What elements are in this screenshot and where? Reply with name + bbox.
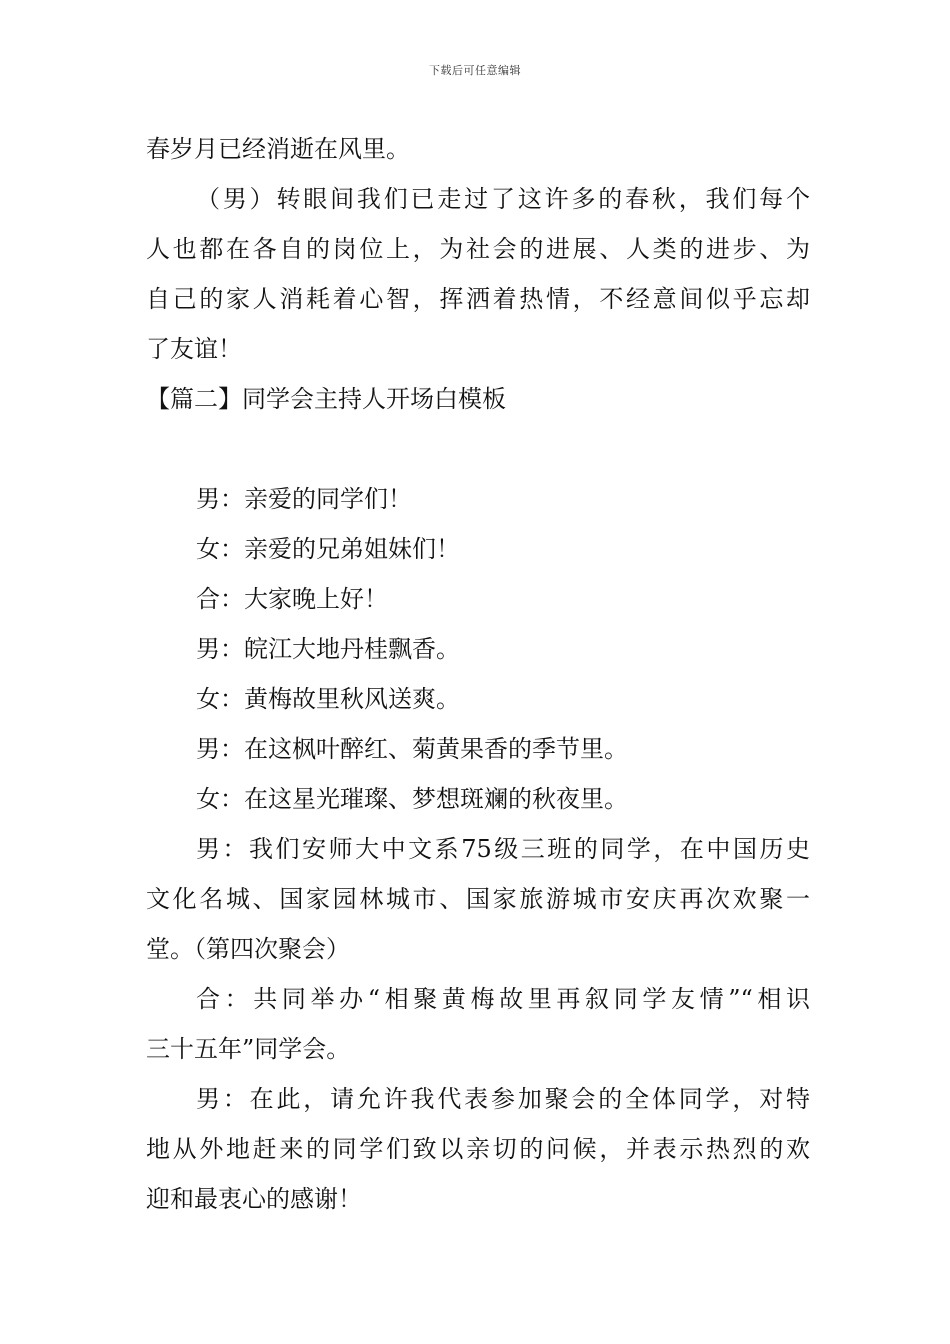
paragraph-line: 人也都在各自的岗位上，为社会的进展、人类的进步、为 [146,235,810,263]
dialogue-line: 女：亲爱的兄弟姐妹们！ [196,535,460,563]
dialogue-line: 女：在这星光璀璨、梦想斑斓的秋夜里。 [196,785,628,813]
dialogue-line: 三十五年”同学会。 [146,1035,351,1063]
dialogue-line: 男：亲爱的同学们！ [196,485,412,513]
dialogue-line: 文化名城、国家园林城市、国家旅游城市安庆再次欢聚一 [146,885,810,913]
dialogue-line: 男：在此，请允许我代表参加聚会的全体同学，对特 [196,1085,810,1113]
page-header-note: 下载后可任意编辑 [429,64,521,77]
paragraph-line: 了友谊！ [146,335,242,363]
dialogue-line: 男：我们安师大中文系75级三班的同学，在中国历史 [196,835,810,863]
dialogue-line: 合：大家晚上好！ [196,585,388,613]
blank-line [146,424,810,474]
dialogue-line: 女：黄梅故里秋风送爽。 [196,685,460,713]
paragraph-line: （男）转眼间我们已走过了这许多的春秋，我们每个 [196,185,810,213]
paragraph-line: 自己的家人消耗着心智，挥洒着热情，不经意间似乎忘却 [146,285,810,313]
dialogue-line: 地从外地赶来的同学们致以亲切的问候，并表示热烈的欢 [146,1135,810,1163]
dialogue-line: 堂。（第四次聚会） [146,935,350,963]
dialogue-line: 男：皖江大地丹桂飘香。 [196,635,460,663]
document-body [146,124,810,1224]
dialogue-line: 迎和最衷心的感谢！ [146,1185,362,1213]
dialogue-line: 男：在这枫叶醉红、菊黄果香的季节里。 [196,735,628,763]
section-heading: 【篇二】同学会主持人开场白模板 [146,385,506,413]
dialogue-line: 合：共同举办“相聚黄梅故里再叙同学友情”“相识 [196,985,810,1013]
paragraph-line: 春岁月已经消逝在风里。 [146,135,410,163]
